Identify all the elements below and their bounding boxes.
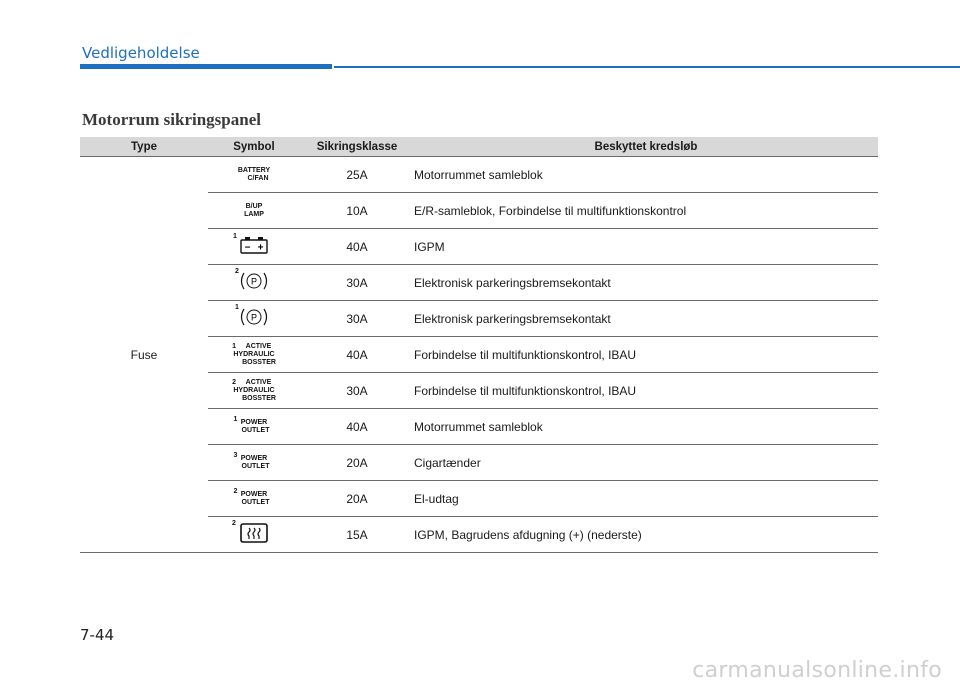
parking-brake-icon-graphic <box>237 306 271 328</box>
parking-brake-icon <box>237 306 271 331</box>
circuit-cell: E/R-samleblok, Forbindelse til multifunktionskontrol <box>414 193 878 229</box>
column-header-type: Type <box>80 137 208 157</box>
symbol-superscript: 2 <box>232 520 236 527</box>
parking-letter-glyph: P <box>250 276 258 287</box>
symbol-superscript: 2 <box>233 487 238 495</box>
rating-cell: 30A <box>300 265 414 301</box>
symbol-text <box>232 343 276 367</box>
symbol-cell <box>208 337 300 373</box>
symbol-text-line: BOSSTER <box>242 394 276 402</box>
symbol-cell <box>208 157 300 193</box>
symbol-text-line: POWER <box>240 454 268 462</box>
header-rule-thin <box>334 66 960 68</box>
circuit-cell: Forbindelse til multifunktionskontrol, IBAU <box>414 337 878 373</box>
symbol-text-line: OUTLET <box>241 426 270 434</box>
page-title: Motorrum sikringspanel <box>82 110 261 129</box>
symbol-text-line: HYDRAULIC <box>233 350 275 358</box>
circuit-cell: Cigartænder <box>414 445 878 481</box>
rating-cell: 20A <box>300 445 414 481</box>
circuit-cell: IGPM <box>414 229 878 265</box>
symbol-cell <box>208 481 300 517</box>
battery-plus-glyph: + <box>257 242 264 254</box>
rating-cell: 30A <box>300 373 414 409</box>
rating-cell: 15A <box>300 517 414 553</box>
symbol-text-line: B/UP <box>245 202 263 210</box>
symbol-cell <box>208 445 300 481</box>
symbol-text <box>239 455 270 471</box>
parking-letter-glyph: P <box>250 312 258 323</box>
column-header-rating: Sikringsklasse <box>300 137 414 157</box>
rating-cell: 30A <box>300 301 414 337</box>
rear-defrost-icon <box>232 520 270 547</box>
power-outlet-label <box>233 487 270 507</box>
table-header-row <box>80 137 878 157</box>
symbol-text-line: C/FAN <box>247 174 269 182</box>
symbol-text-line: OUTLET <box>241 498 270 506</box>
symbol-superscript: 3 <box>233 451 238 459</box>
battery-icon-graphic <box>239 235 269 255</box>
header-rule-thick <box>80 64 332 69</box>
symbol-text-line: POWER <box>240 490 268 498</box>
battery-cfan-label <box>238 167 270 183</box>
column-header-circuit: Beskyttet kredsløb <box>414 137 878 157</box>
rating-cell: 25A <box>300 157 414 193</box>
bup-lamp-label <box>244 203 264 219</box>
parking-brake-icon <box>237 270 271 295</box>
page-number: 7-44 <box>80 626 115 644</box>
circuit-cell: El-udtag <box>414 481 878 517</box>
rating-cell: 20A <box>300 481 414 517</box>
circuit-cell: Forbindelse til multifunktionskontrol, IBAU <box>414 373 878 409</box>
power-outlet-label <box>233 451 270 471</box>
symbol-text-line: ACTIVE <box>245 342 272 350</box>
symbol-superscript: 2 <box>232 378 236 386</box>
rear-defrost-icon-graphic <box>238 522 270 544</box>
symbol-text <box>239 419 270 435</box>
symbol-text-line: LAMP <box>244 210 264 218</box>
symbol-text-line: ACTIVE <box>245 378 272 386</box>
symbol-text <box>238 167 270 183</box>
circuit-cell: Motorrummet samleblok <box>414 409 878 445</box>
symbol-superscript: 1 <box>233 233 237 240</box>
symbol-superscript: 1 <box>232 342 236 350</box>
circuit-cell: Elektronisk parkeringsbremsekontakt <box>414 301 878 337</box>
symbol-text-line: BATTERY <box>237 166 271 174</box>
rating-cell: 40A <box>300 409 414 445</box>
symbol-cell <box>208 265 300 301</box>
symbol-cell <box>208 409 300 445</box>
active-hydraulic-booster-label <box>232 379 276 403</box>
rating-cell: 40A <box>300 229 414 265</box>
symbol-superscript: 2 <box>235 268 239 275</box>
watermark: carmanualsonline.info <box>692 658 942 683</box>
table-row <box>80 157 878 193</box>
symbol-cell <box>208 517 300 553</box>
symbol-superscript: 1 <box>233 415 238 423</box>
symbol-text-line: HYDRAULIC <box>233 386 275 394</box>
symbol-cell <box>208 373 300 409</box>
active-hydraulic-booster-label <box>232 343 276 367</box>
battery-icon <box>233 233 269 258</box>
column-header-symbol: Symbol <box>208 137 300 157</box>
symbol-cell <box>208 301 300 337</box>
circuit-cell: Motorrummet samleblok <box>414 157 878 193</box>
symbol-cell <box>208 193 300 229</box>
type-cell: Fuse <box>80 157 208 553</box>
rating-cell: 40A <box>300 337 414 373</box>
symbol-text-line: BOSSTER <box>242 358 276 366</box>
symbol-text-line: POWER <box>240 418 268 426</box>
circuit-cell: Elektronisk parkeringsbremsekontakt <box>414 265 878 301</box>
symbol-text <box>244 203 264 219</box>
symbol-cell <box>208 229 300 265</box>
parking-brake-icon-graphic <box>237 270 271 292</box>
symbol-text <box>239 491 270 507</box>
power-outlet-label <box>233 415 270 435</box>
fuse-table <box>80 137 878 553</box>
symbol-superscript: 1 <box>235 304 239 311</box>
symbol-text <box>232 379 276 403</box>
circuit-cell: IGPM, Bagrudens afdugning (+) (nederste) <box>414 517 878 553</box>
rating-cell: 10A <box>300 193 414 229</box>
battery-minus-glyph: − <box>244 242 251 254</box>
symbol-text-line: OUTLET <box>241 462 270 470</box>
section-label: Vedligeholdelse <box>82 44 200 62</box>
